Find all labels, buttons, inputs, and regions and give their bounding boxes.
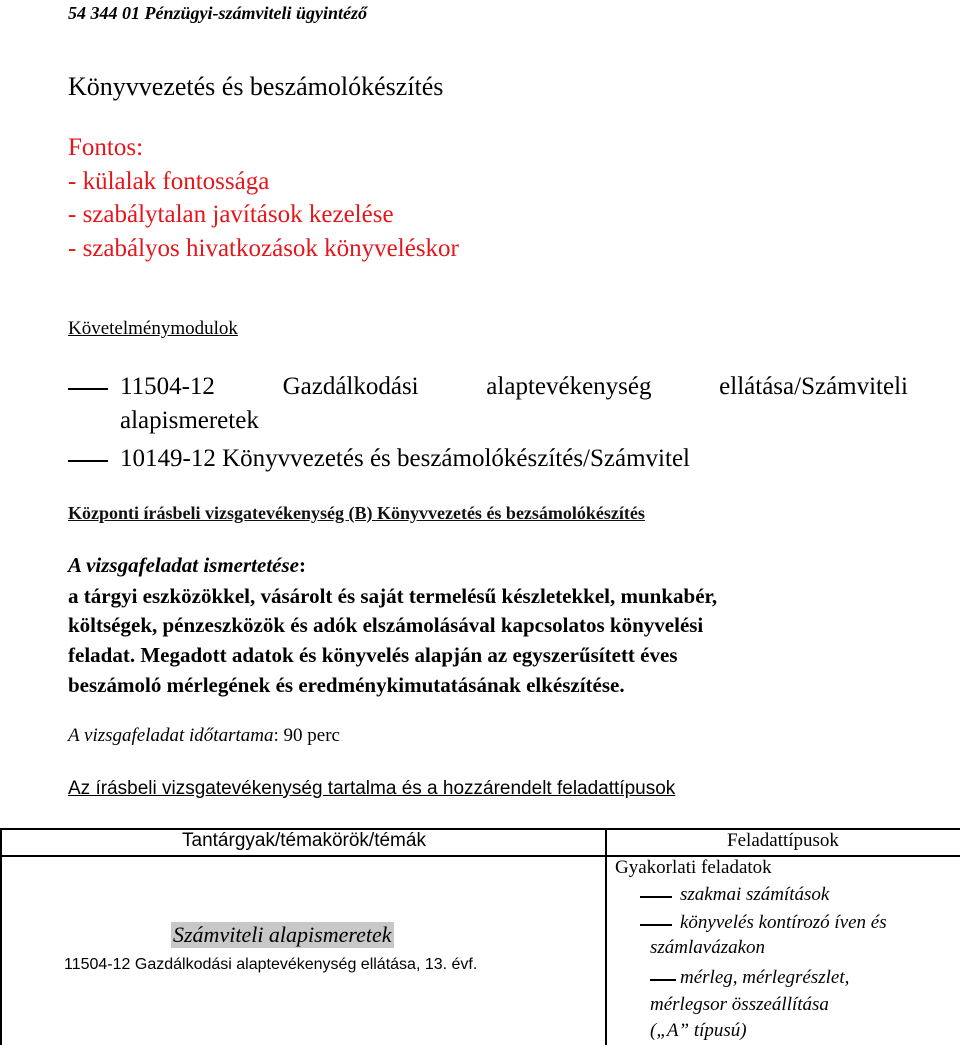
task-line: a tárgyi eszközökkel, vásárolt és saját termelésű készletekkel, munkabér,: [68, 584, 718, 608]
task-type-item: szakmai számítások: [680, 884, 830, 905]
module-line: 10149-12 Könyvvezetés és beszámolókészítés/Számvitel: [120, 445, 690, 472]
duration-value: : 90 perc: [273, 725, 340, 746]
subject-name: Számviteli alapismeretek: [173, 922, 392, 947]
dash-bullet: [68, 388, 108, 390]
table-header-subjects: Tantárgyak/témakörök/témák: [182, 830, 426, 851]
important-item: - külalak fontossága: [68, 168, 270, 195]
task-heading: [68, 553, 306, 578]
task-type-item: könyvelés kontírozó íven és: [680, 912, 887, 933]
table-header-task-types: Feladattípusok: [727, 830, 839, 851]
duration: [68, 725, 340, 747]
central-exam-title: Központi írásbeli vizsgatevékenység (B) Könyvvezetés és bezsámolókészítés: [68, 503, 645, 523]
task-heading-colon: :: [298, 553, 306, 577]
task-type-item: számlavázakon: [650, 937, 766, 958]
qualification-header: 54 344 01 Pénzügyi-számviteli ügyintéző: [68, 3, 367, 23]
table-header-divider: [0, 855, 960, 857]
dash-bullet: [640, 896, 672, 898]
task-line: beszámoló mérlegének és eredménykimutatásának elkészítése.: [68, 673, 625, 697]
module-line: 11504-12 Gazdálkodási alaptevékenység ellátása/Számviteli: [120, 373, 908, 400]
table-column-divider: [605, 828, 607, 1045]
requirements-label: Követelménymodulok: [68, 318, 238, 339]
task-type-item: mérleg, mérlegrészlet,: [680, 967, 850, 988]
important-item: - szabályos hivatkozások könyveléskor: [68, 235, 459, 262]
duration-label: A vizsgafeladat időtartama: [68, 725, 274, 746]
dash-bullet: [650, 979, 676, 981]
task-line: költségek, pénzeszközök és adók elszámolásával kapcsolatos könyvelési: [68, 613, 704, 637]
task-line: feladat. Megadott adatok és könyvelés alapján az egyszerűsített éves: [68, 643, 678, 667]
module-line: alapismeretek: [120, 407, 259, 434]
task-heading-text: A vizsgafeladat ismertetése: [68, 553, 299, 577]
document-title: Könyvvezetés és beszámolókészítés: [68, 72, 444, 101]
important-heading: Fontos:: [68, 134, 144, 161]
important-item: - szabálytalan javítások kezelése: [68, 201, 394, 228]
task-type-item: mérlegsor összeállítása: [650, 994, 829, 1015]
subject-module: 11504-12 Gazdálkodási alaptevékenység ellátása, 13. évf.: [64, 956, 478, 973]
content-title: Az írásbeli vizsgatevékenység tartalma és a hozzárendelt feladattípusok: [68, 778, 676, 799]
task-type-item: („A” típusú): [650, 1020, 747, 1041]
practical-tasks-label: Gyakorlati feladatok: [615, 857, 772, 878]
table-border-left: [0, 828, 2, 1045]
dash-bullet: [68, 460, 108, 462]
dash-bullet: [640, 924, 672, 926]
